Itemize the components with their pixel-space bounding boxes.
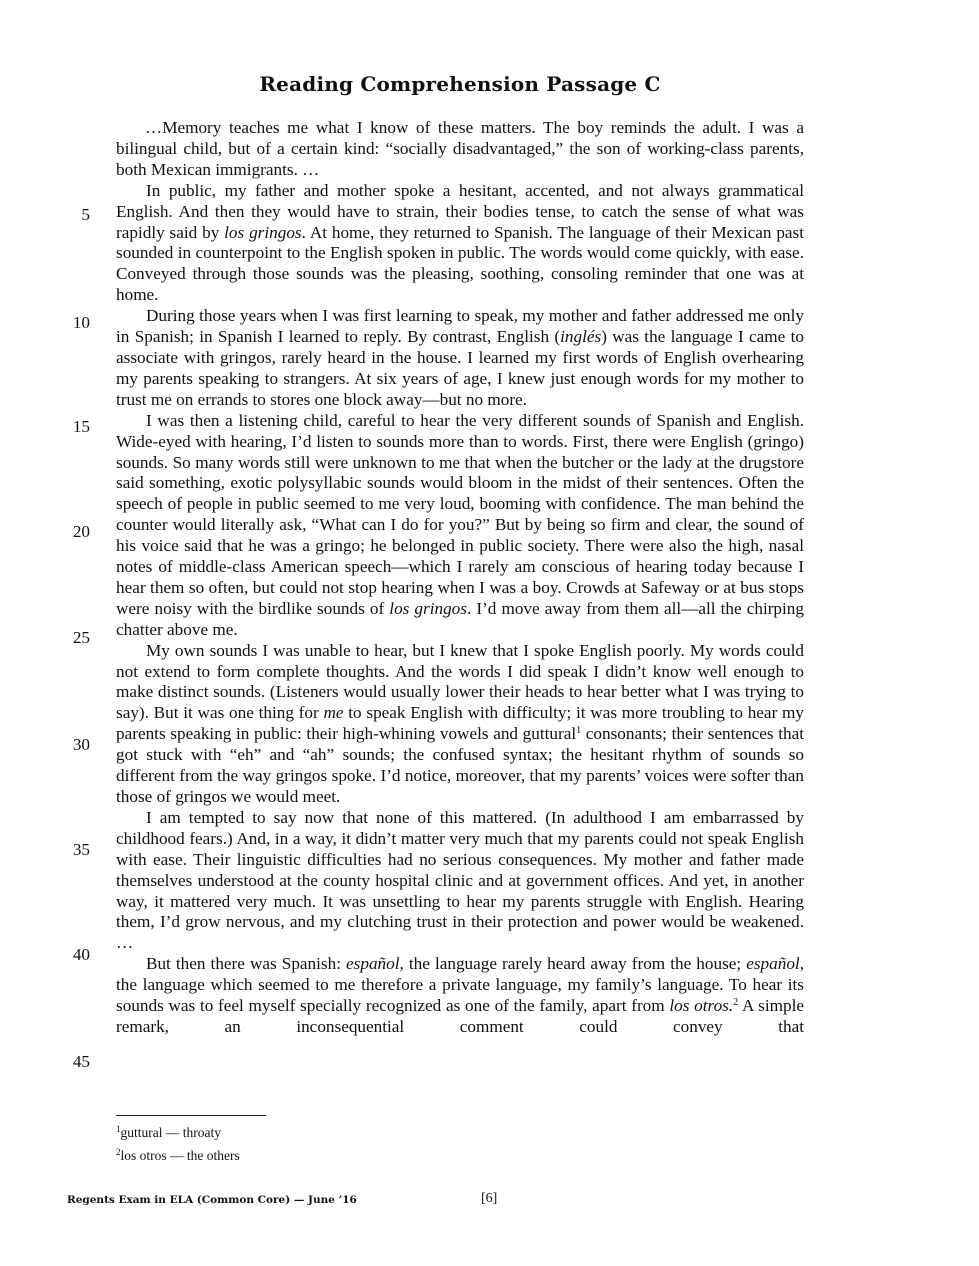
footnote-text: guttural — throaty bbox=[120, 1125, 221, 1140]
line-number: 5 bbox=[81, 205, 90, 224]
italic-text: me bbox=[323, 703, 344, 723]
line-number: 25 bbox=[72, 628, 90, 647]
italic-text: español bbox=[746, 954, 800, 974]
footnote-reference: 2 bbox=[733, 997, 739, 1009]
text-run: But then there was Spanish: bbox=[146, 954, 347, 974]
italic-text: los gringos bbox=[224, 222, 302, 242]
line-number: 30 bbox=[72, 735, 90, 754]
passage-paragraph bbox=[116, 954, 804, 1038]
footnote bbox=[116, 1144, 240, 1167]
footnote-text: los otros — the others bbox=[120, 1148, 240, 1163]
passage-text bbox=[116, 118, 804, 1038]
footnote-divider bbox=[116, 1115, 266, 1116]
passage-paragraph bbox=[116, 181, 804, 306]
passage-paragraph bbox=[116, 411, 804, 641]
text-run: . At home, they returned to Spanish. The language of their Mexican past sounded in counterpoint to the English spoken in public. The words would come quickly, with ease. Conveyed through those sounds was the pleasing, soothing, consoling reminder that one was at home. bbox=[116, 222, 805, 305]
text-run: A simple remark, an inconsequential comment could convey that bbox=[116, 996, 804, 1036]
line-number: 40 bbox=[72, 945, 90, 964]
page-title: Reading Comprehension Passage C bbox=[259, 72, 661, 96]
text-run: . I’d move away from them all—all the chirping chatter above me. bbox=[116, 598, 804, 639]
italic-text: español bbox=[346, 954, 400, 974]
text-run: During those years when I was first learning to speak, my mother and father addressed me only in Spanish; in Spanish I learned to reply. By contrast, English ( bbox=[116, 306, 804, 347]
line-number: 35 bbox=[72, 840, 90, 859]
text-run: to speak English with difficulty; it was more troubling to hear my parents speaking in public: their high-whining vowels and guttural bbox=[116, 703, 804, 744]
text-run: ) was the language I came to associate with gringos, rarely heard in the house. I learned my first words of English overhearing my parents speaking to strangers. At six years of age, I knew just enough words for my mother to trust me on errands to stores one block away—but no more. bbox=[116, 327, 804, 409]
passage-paragraph bbox=[116, 808, 804, 954]
line-number: 20 bbox=[72, 522, 90, 541]
line-number: 45 bbox=[72, 1052, 90, 1071]
footnote-marker: 1 bbox=[116, 1124, 121, 1134]
text-run: In public, my father and mother spoke a hesitant, accented, and not always grammatical English. And then they would have to strain, their bodies tense, to catch the sense of what was rapidly said by bbox=[116, 180, 804, 242]
text-run: …Memory teaches me what I know of these matters. The boy reminds the adult. I was a bilingual child, but of a certain kind: “socially disadvantaged,” the son of working-class parents, both Mexican immigrants. … bbox=[116, 118, 804, 179]
footnote-reference: 1 bbox=[576, 725, 582, 737]
text-run: , the language rarely heard away from the house; bbox=[399, 954, 747, 974]
passage-paragraph bbox=[116, 306, 804, 411]
line-number: 10 bbox=[72, 313, 90, 332]
page-number: [6] bbox=[481, 1191, 498, 1206]
text-run: , the language which seemed to me therefore a private language, my family’s language. To hear its sounds was to feel myself specially recognized as one of the family, apart from bbox=[116, 954, 804, 1016]
passage-paragraph bbox=[116, 118, 804, 181]
text-run: I am tempted to say now that none of this mattered. (In adulthood I am embarrassed by childhood fears.) And, in a way, it didn’t matter very much that my parents could not speak English with ease. Their linguistic difficulties had no serious consequences. My mother and father made themselves understood at the county hospital clinic and at government offices. And yet, in another way, it mattered very much. It was unsettling to hear my parents struggle with English. Hearing them, I’d grow nervous, and my clutching trust in their protection and power would be weakened. … bbox=[116, 807, 804, 953]
line-number: 15 bbox=[72, 417, 90, 436]
text-run: My own sounds I was unable to hear, but I knew that I spoke English poorly. My words could not extend to form complete thoughts. And the words I did speak I didn’t know well enough to make distinct sounds. (Listeners would usually lower their heads to hear better what I was trying to say). But it was one thing for bbox=[116, 640, 804, 723]
text-run: I was then a listening child, careful to hear the very different sounds of Spanish and English. Wide-eyed with hearing, I’d listen to sounds more than to words. First, there were English (gringo) sounds. So many words still were unknown to me that when the butcher or the lady at the drugstore said something, exotic polysyllabic sounds would bloom in the midst of their sentences. Often the speech of people in public seemed to me very loud, booming with confidence. The man behind the counter would literally ask, “What can I do for you?” But by being so firm and clear, the sound of his voice said that he was a gringo; he belonged in public society. There were also the high, nasal notes of middle-class American speech—which I rarely am conscious of hearing today because I hear them so often, but could not stop hearing when I was a boy. Crowds at Safeway or at bus stops were noisy with the birdlike sounds of bbox=[116, 410, 804, 618]
italic-text: inglés bbox=[560, 327, 602, 347]
footnotes bbox=[116, 1121, 240, 1167]
passage-paragraph bbox=[116, 641, 804, 808]
footnote bbox=[116, 1121, 240, 1144]
italic-text: los otros. bbox=[669, 996, 734, 1016]
footnote-marker: 2 bbox=[116, 1147, 121, 1157]
exam-footer: Regents Exam in ELA (Common Core) — June ’16 bbox=[67, 1194, 357, 1206]
italic-text: los gringos bbox=[389, 598, 467, 618]
text-run: consonants; their sentences that got stuck with “eh” and “ah” sounds; the confused syntax; the hesitant rhythm of sounds so different from the way gringos spoke. I’d notice, moreover, that my parents’ voices were softer than those of gringos we would meet. bbox=[116, 724, 805, 806]
